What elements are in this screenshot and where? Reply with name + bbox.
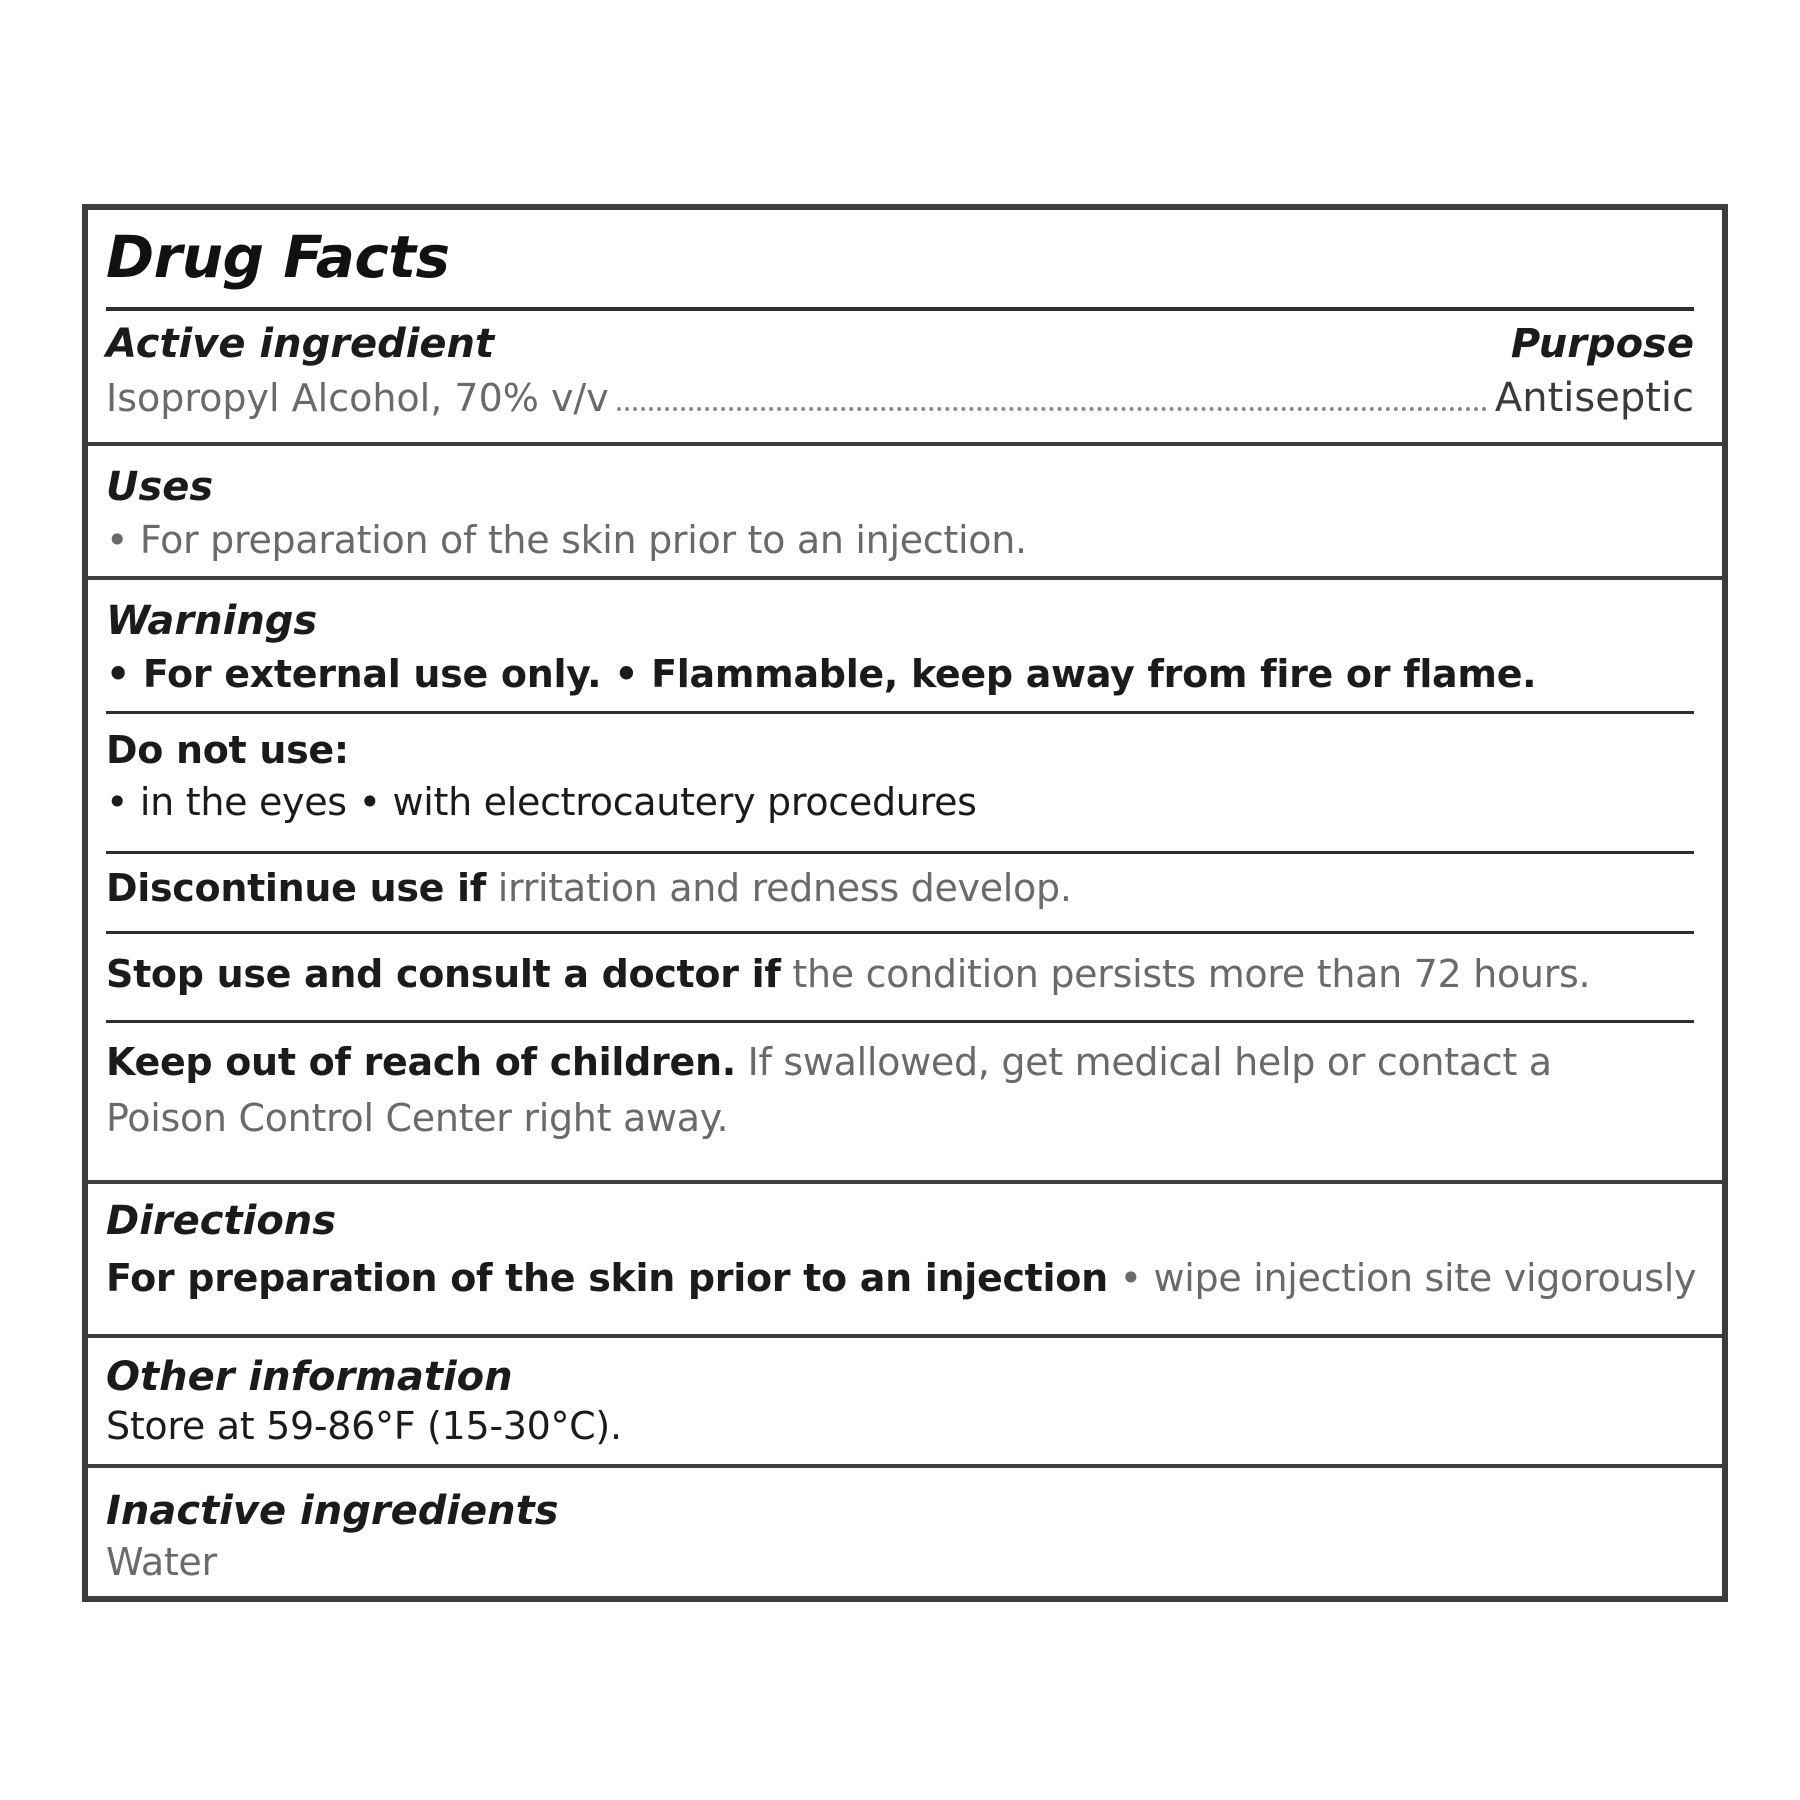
uses-heading: Uses [106,464,214,510]
directions-line [106,1256,1696,1300]
discontinue-line [106,866,1072,910]
stop-use-bold: Stop use and consult a doctor if [106,952,781,996]
inactive-ingredients-section [88,1468,1722,1596]
keep-out-text: If swallowed, get medical help or contact a [735,1040,1552,1084]
active-ingredient-heading: Active ingredient [106,321,495,367]
keep-out-line [106,1040,1552,1084]
drug-facts-title: Drug Facts [106,223,450,291]
directions-section [88,1184,1722,1334]
keep-out-text-2: Poison Control Center right away. [106,1096,729,1140]
do-not-use-text: • in the eyes • with electrocautery procedures [106,780,977,824]
warnings-divider [106,851,1694,854]
warnings-divider [106,1020,1694,1023]
discontinue-bold: Discontinue use if [106,866,486,910]
warnings-section [88,580,1722,1180]
inactive-ingredients-heading: Inactive ingredients [106,1488,559,1534]
other-information-section [88,1338,1722,1464]
warnings-divider [106,931,1694,934]
stop-use-text: the condition persists more than 72 hours. [780,952,1591,996]
directions-text: • wipe injection site vigorously [1107,1256,1697,1300]
directions-heading: Directions [106,1198,337,1244]
dot-leader [617,377,1487,411]
purpose-heading: Purpose [1510,321,1694,367]
active-ingredient-section [88,210,1722,442]
discontinue-text: irritation and redness develop. [486,866,1072,910]
stop-use-line [106,952,1590,996]
drug-facts-panel [82,204,1728,1602]
active-ingredient-row [106,375,1694,421]
warnings-heading: Warnings [106,598,318,644]
other-information-heading: Other information [106,1354,513,1400]
directions-bold: For preparation of the skin prior to an injection [106,1256,1108,1300]
warnings-divider [106,711,1694,714]
uses-text: • For preparation of the skin prior to an injection. [106,518,1027,562]
other-information-text: Store at 59-86°F (15-30°C). [106,1404,622,1448]
inactive-ingredients-text: Water [106,1540,217,1584]
keep-out-bold: Keep out of reach of children. [106,1040,736,1084]
uses-section [88,446,1722,576]
active-ingredient-name: Isopropyl Alcohol, 70% v/v [106,376,609,420]
warnings-text: • For external use only. • Flammable, keep away from fire or flame. [106,652,1537,696]
active-ingredient-purpose: Antiseptic [1494,375,1694,421]
do-not-use-heading: Do not use: [106,728,349,772]
title-divider [106,307,1694,311]
